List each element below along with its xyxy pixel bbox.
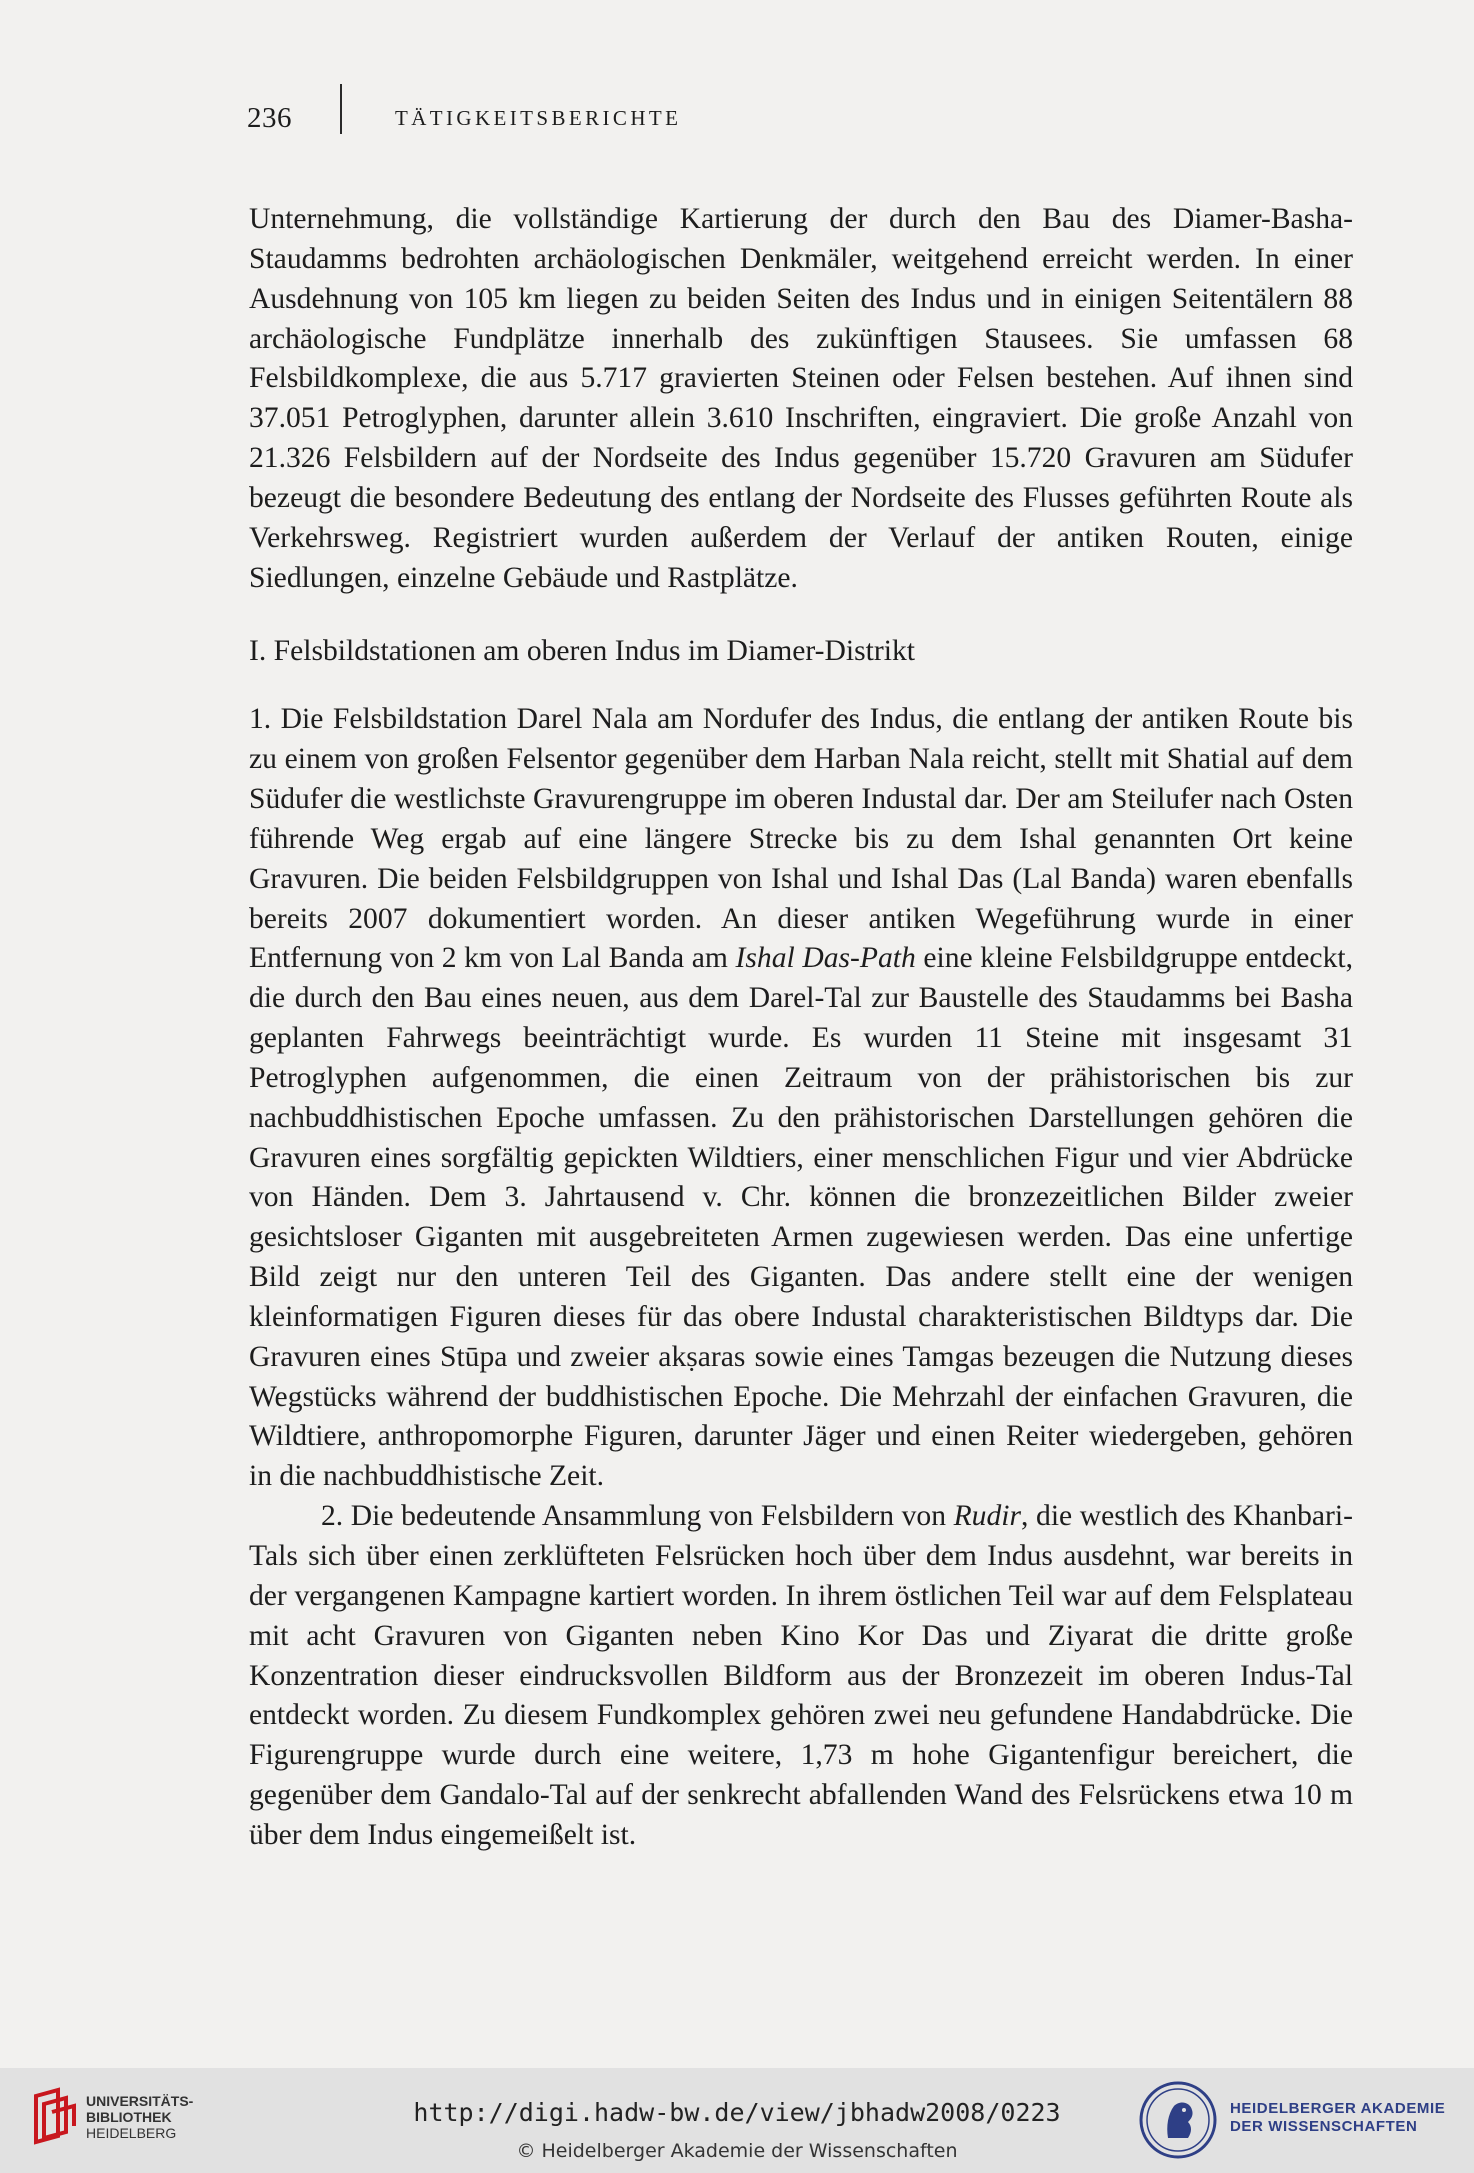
paragraph-2-italic: Rudir <box>953 1500 1022 1533</box>
academy-line-2: DER WISSENSCHAFTEN <box>1230 2118 1418 2135</box>
ub-line-1: UNIVERSITÄTS- <box>86 2093 194 2109</box>
intro-paragraph: Unternehmung, die vollständige Kartierung der durch den Bau des Diamer-Basha-Staudamms bedrohten archäologischen Denkmäler, weitgehend erreicht werden. In einer Ausdehnung von 105 km liegen zu beiden Seiten des Indus und in einigen Seitentälern 88 archäologische Fundplätze innerhalb des zukünftigen Stausees. Sie umfassen 68 Felsbildkomplexe, die aus 5.717 gravierten Steinen oder Felsen bestehen. Auf ihnen sind 37.051 Petroglyphen, darunter allein 3.610 Inschriften, eingraviert. Die große Anzahl von 21.326 Felsbildern auf der Nordseite des Indus gegenüber 15.720 Gravuren am Südufer bezeugt die besondere Bedeutung des entlang der Nordseite des Flusses geführten Route als Verkehrsweg. Registriert wurden außerdem der Verlauf der antiken Routen, einige Siedlungen, einzelne Gebäude und Rastplätze. <box>249 203 1353 594</box>
paragraph-1-text-a: 1. Die Felsbildstation Darel Nala am Nordufer des Indus, die entlang der antiken Route bis zu einem von großen Felsentor gegenüber dem Harban Nala reicht, stellt mit Shatial auf dem Südufer die westlichste Gravurengruppe im oberen Industal dar. Der am Steilufer nach Osten führende Weg ergab auf eine längere Strecke bis zu dem Ishal genannten Ort keine Gravuren. Die beiden Felsbildgruppen von Ishal und Ishal Das (Lal Banda) waren ebenfalls bereits 2007 dokumentiert worden. An dieser antiken Wegeführung wurde in einer Entfernung von 2 km von Lal Banda am <box>249 703 1353 975</box>
source-url-link[interactable]: http://digi.hadw-bw.de/view/jbhadw2008/0223 <box>413 2098 1061 2127</box>
ub-line-2: BIBLIOTHEK <box>86 2109 172 2125</box>
header-divider <box>340 84 342 134</box>
running-title: TÄTIGKEITSBERICHTE <box>395 106 682 130</box>
copyright-notice: © Heidelberger Akademie der Wissenschaften <box>516 2140 958 2162</box>
section-heading: I. Felsbildstationen am oberen Indus im Diamer-Distrikt <box>249 635 915 668</box>
footer-bar <box>0 2068 1474 2173</box>
paragraph-2-text-b: , die westlich des Khanbari-Tals sich über einen zerklüfteten Felsrücken hoch über dem Indus ausdehnt, war bereits in der vergangenen Kampagne kartiert worden. In ihrem östlichen Teil war auf dem Felsplateau mit acht Gravuren von Giganten neben Kino Kor Das und Ziyarat die dritte große Konzentration dieser eindrucksvollen Bildform aus der Bronzezeit im oberen Indus-Tal entdeckt worden. Zu diesem Fundkomplex gehören zwei neu gefundene Handabdrücke. Die Figurengruppe wurde durch eine weitere, 1,73 m hohe Gigantenfigur bereichert, die gegenüber dem Gandalo-Tal auf der senkrecht abfallenden Wand des Felsrückens etwa 10 m über dem Indus eingemeißelt ist. <box>249 1500 1353 1851</box>
running-head <box>247 100 1274 140</box>
body-text <box>249 200 1353 1856</box>
academy-name <box>1230 2100 1445 2136</box>
page-number: 236 <box>247 102 292 134</box>
paragraph-2-text-a: 2. Die bedeutende Ansammlung von Felsbildern von <box>321 1500 954 1533</box>
paragraph-1-text-b: eine kleine Felsbildgruppe entdeckt, die durch den Bau eines neuen, aus dem Darel-Tal zur Baustelle des Staudamms bei Basha geplanten Fahrwegs beeinträchtigt wurde. Es wurden 11 Steine mit insgesamt 31 Petroglyphen aufgenommen, die einen Zeitraum von der prähistorischen bis zur nachbuddhistischen Epoche umfassen. Zu den prähistorischen Darstellungen gehören die Gravuren eines sorgfältig gepickten Wildtiers, einer menschlichen Figur und vier Abdrücke von Händen. Dem 3. Jahrtausend v. Chr. können die bronzezeitlichen Bilder zweier gesichtsloser Giganten mit ausgebreiteten Armen zugewiesen werden. Das eine unfertige Bild zeigt nur den unteren Teil des Giganten. Das andere stellt eine der wenigen kleinformatigen Figuren dieses für das obere Industal charakteristischen Bildtyps dar. Die Gravuren eines Stūpa und zweier akṣaras sowie eines Tamgas bezeugen die Nutzung dieses Wegstücks während der buddhistischen Epoche. Die Mehrzahl der einfachen Gravuren, die Wildtiere, anthropomorphe Figuren, darunter Jäger und einen Reiter wiedergeben, gehören in die nachbuddhistische Zeit. <box>249 942 1353 1493</box>
paragraph-2 <box>249 1497 1353 1856</box>
academy-seal-icon <box>1138 2080 1218 2160</box>
paragraph-1 <box>249 700 1353 1497</box>
paragraph-1-italic: Ishal Das-Path <box>735 942 916 975</box>
academy-line-1: HEIDELBERGER AKADEMIE <box>1230 2100 1446 2117</box>
ub-line-3: HEIDELBERG <box>86 2125 177 2141</box>
